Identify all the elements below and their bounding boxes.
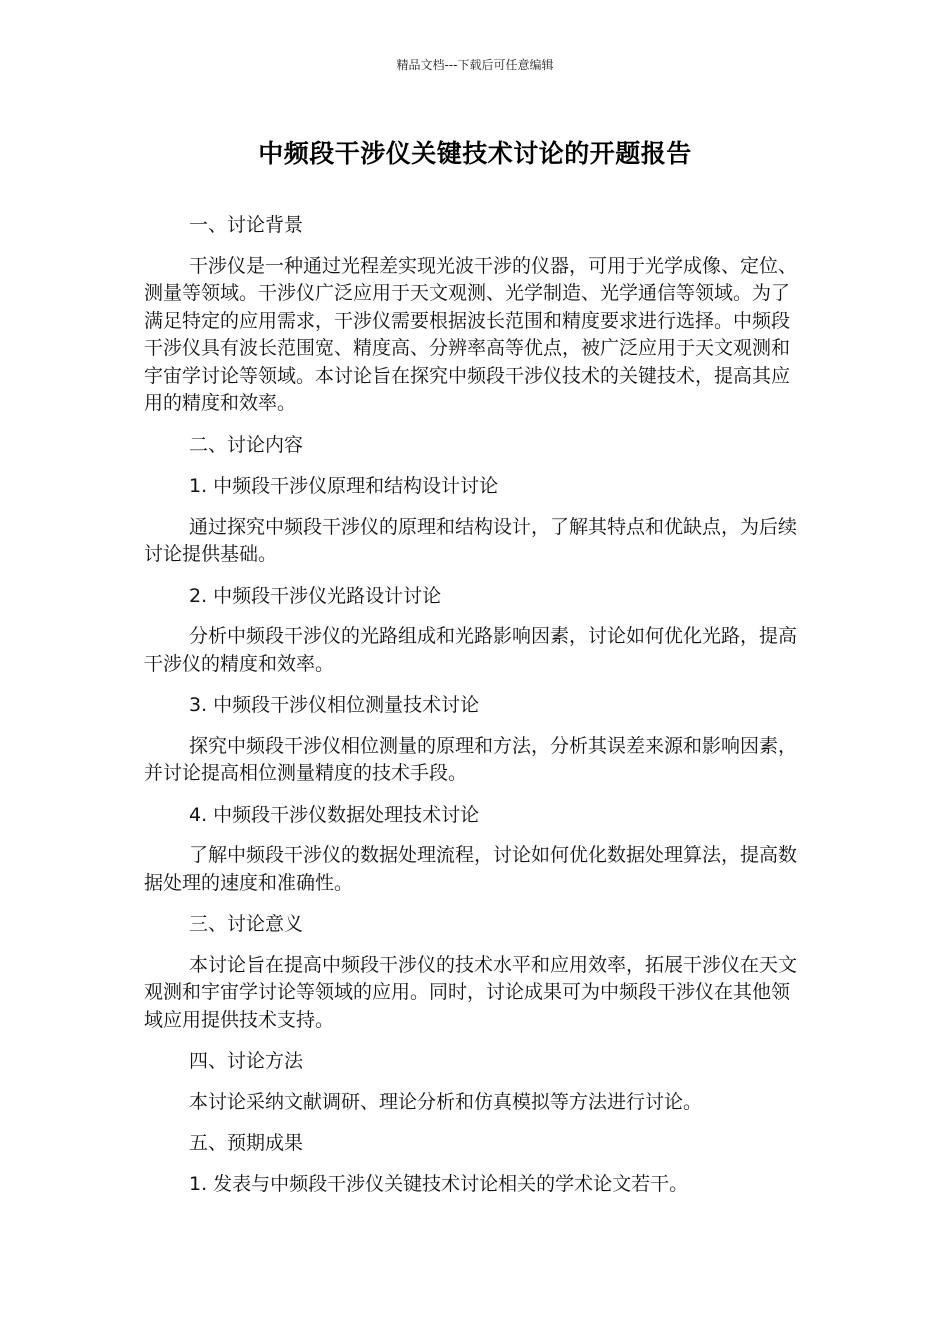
section-heading-significance: 三、讨论意义 xyxy=(189,913,304,935)
expected-result-item-1: 1. 发表与中频段干涉仪关键技术讨论相关的学术论文若干。 xyxy=(189,1172,689,1195)
paragraph-background: 干涉仪是一种通过光程差实现光波干涉的仪器，可用于光学成像、定位、测量等领域。干涉仪广泛应用于天文观测、光学制造、光学通信等领域。为了满足特定的应用需求，干涉仪需要根据波长范围和精度要求进行选择。中频段干涉仪具有波长范围宽、精度高、分辨率高等优点，被广泛应用于天文观测和宇宙学讨论等领域。本讨论旨在探究中频段干涉仪技术的关键技术，提高其应用的精度和效率。 xyxy=(144,254,798,414)
document-title: 中频段干涉仪关键技术讨论的开题报告 xyxy=(258,139,692,168)
item-heading-2: 2. 中频段干涉仪光路设计讨论 xyxy=(189,584,442,607)
paragraph-method: 本讨论采纳文献调研、理论分析和仿真模拟等方法进行讨论。 xyxy=(189,1090,703,1113)
item-heading-3: 3. 中频段干涉仪相位测量技术讨论 xyxy=(189,694,480,716)
header-note: 精品文档---下载后可任意编辑 xyxy=(396,58,554,72)
paragraph-significance: 本讨论旨在提高中频段干涉仪的技术水平和应用效率，拓展干涉仪在天文观测和宇宙学讨论等领域的应用。同时，讨论成果可为中频段干涉仪在其他领域应用提供技术支持。 xyxy=(144,953,798,1031)
item-heading-4: 4. 中频段干涉仪数据处理技术讨论 xyxy=(189,803,480,826)
item-body-3: 探究中频段干涉仪相位测量的原理和方法，分析其误差来源和影响因素，并讨论提高相位测量精度的技术手段。 xyxy=(144,734,798,784)
item-body-2: 分析中频段干涉仪的光路组成和光路影响因素，讨论如何优化光路，提高干涉仪的精度和效率。 xyxy=(144,625,798,675)
item-body-4: 了解中频段干涉仪的数据处理流程，讨论如何优化数据处理算法，提高数据处理的速度和准确性。 xyxy=(144,844,798,894)
section-heading-background: 一、讨论背景 xyxy=(189,214,304,236)
section-heading-expected-results: 五、预期成果 xyxy=(189,1132,304,1154)
item-body-1: 通过探究中频段干涉仪的原理和结构设计，了解其特点和优缺点，为后续讨论提供基础。 xyxy=(144,515,798,565)
document-body xyxy=(144,212,806,1198)
item-heading-1: 1. 中频段干涉仪原理和结构设计讨论 xyxy=(189,475,499,497)
section-heading-content: 二、讨论内容 xyxy=(189,433,304,456)
section-heading-method: 四、讨论方法 xyxy=(189,1050,304,1072)
